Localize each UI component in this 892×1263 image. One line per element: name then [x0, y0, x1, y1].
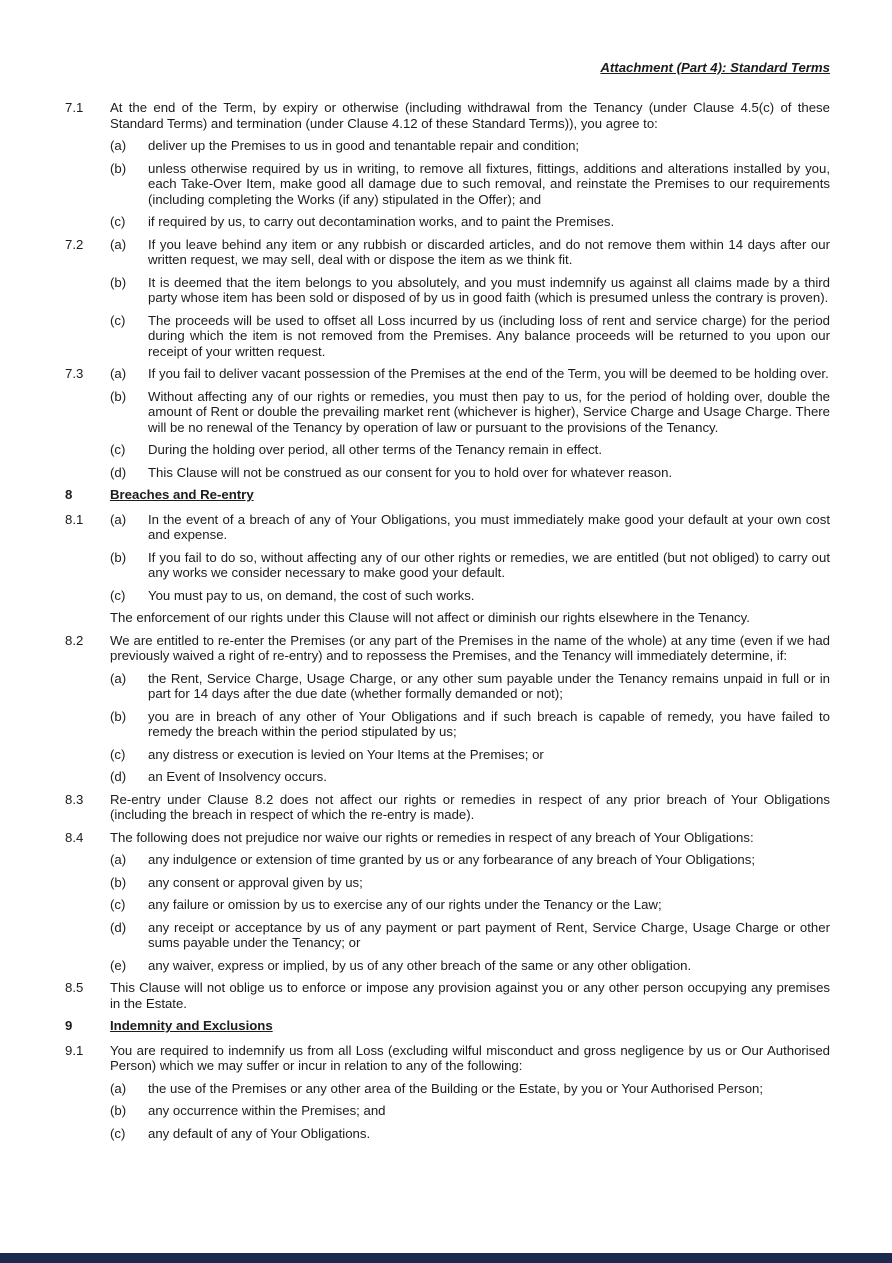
clause-number: 7.1	[65, 100, 84, 115]
clause-row	[65, 214, 830, 230]
clause-text: you are in breach of any other of Your Obligations and if such breach is capable of remedy, you have failed to remedy the breach within the period stipulated by us;	[148, 708, 830, 739]
subclause-letter: (b)	[110, 1103, 127, 1118]
clause-row	[65, 313, 830, 360]
clause-text: It is deemed that the item belongs to you absolutely, and you must indemnify us against all claims made by a third party whose item has been sold or disposed of by us in good faith (which is presumed unless the contrary is proven).	[148, 274, 830, 305]
clause-row	[65, 920, 830, 951]
subclause-letter: (b)	[110, 549, 127, 565]
clause-text: During the holding over period, all other terms of the Tenancy remain in effect.	[148, 442, 603, 457]
clause-number: 8.4	[65, 829, 84, 845]
subclause-letter: (c)	[110, 1125, 126, 1141]
clause-number: 8.3	[65, 791, 84, 807]
section-heading: Indemnity and Exclusions	[110, 1018, 273, 1033]
clause-number: 8.2	[65, 632, 84, 648]
subclause-letter: (e)	[110, 957, 127, 973]
clause-text: The enforcement of our rights under this Clause will not affect or diminish our rights elsewhere in the Tenancy.	[110, 610, 750, 625]
clause-text: If you leave behind any item or any rubbish or discarded articles, and do not remove them within 14 days after our written request, we may sell, deal with or dispose the item as we think fit.	[148, 236, 830, 267]
clause-text: Re-entry under Clause 8.2 does not affect our rights or remedies in respect of any prior breach of Your Obligations (including the breach in respect of which the re-entry is made).	[110, 791, 830, 822]
clause-row	[65, 875, 830, 891]
clause-row	[65, 442, 830, 458]
subclause-letter: (b)	[110, 874, 127, 890]
clause-number: 8	[65, 487, 73, 502]
clause-row	[65, 897, 830, 913]
clause-number: 8.5	[65, 980, 84, 995]
subclause-letter: (a)	[110, 852, 127, 867]
clause-text: any distress or execution is levied on Your Items at the Premises; or	[148, 746, 544, 762]
clause-text: This Clause will not be construed as our consent for you to hold over for whatever reason.	[148, 464, 673, 480]
clause-row	[65, 958, 830, 974]
subclause-letter: (b)	[110, 160, 127, 176]
clause-number: 8.1	[65, 511, 84, 527]
clause-text: any receipt or acceptance by us of any payment or part payment of Rent, Service Charge, Usage Charge or other sums payable under the Tenancy; or	[148, 919, 830, 950]
subclause-letter: (a)	[110, 138, 127, 153]
clause-text: the Rent, Service Charge, Usage Charge, or any other sum payable under the Tenancy remains unpaid in full or in part for 14 days after the due date (whether formally demanded or not);	[148, 670, 830, 701]
subclause-letter: (c)	[110, 214, 126, 229]
subclause-letter: (b)	[110, 388, 127, 404]
section-heading-row	[65, 1018, 830, 1034]
section-heading-row	[65, 487, 830, 503]
clause-row	[65, 769, 830, 785]
clause-text: The proceeds will be used to offset all Loss incurred by us (including loss of rent and service charge) for the period during which the item is not removed from the Premises. Any balance proceeds will be returned to you upon our receipt of your written request.	[148, 312, 830, 359]
clause-text: any failure or omission by us to exercise any of our rights under the Tenancy or the Law;	[148, 897, 662, 912]
subclause-letter: (c)	[110, 587, 126, 603]
clause-row	[65, 1103, 830, 1119]
subclause-letter: (b)	[110, 708, 127, 724]
subclause-letter: (a)	[110, 670, 127, 686]
clause-number: 7.3	[65, 366, 84, 381]
subclause-letter: (a)	[110, 366, 127, 381]
clause-row	[65, 1043, 830, 1074]
clause-row	[65, 747, 830, 763]
clause-row	[65, 512, 830, 543]
subclause-letter: (c)	[110, 442, 126, 457]
clause-row	[65, 852, 830, 868]
clause-row	[65, 161, 830, 208]
subclause-letter: (d)	[110, 769, 127, 784]
clause-text: any default of any of Your Obligations.	[148, 1125, 371, 1141]
clause-row	[65, 610, 830, 626]
clause-row	[65, 237, 830, 268]
document-header: Attachment (Part 4): Standard Terms	[600, 60, 830, 75]
clause-text: any indulgence or extension of time granted by us or any forbearance of any breach of Your Obligations;	[148, 852, 756, 867]
clause-text: any waiver, express or implied, by us of any other breach of the same or any other obligation.	[148, 957, 692, 973]
clause-number: 9.1	[65, 1042, 84, 1058]
subclause-letter: (d)	[110, 919, 127, 935]
clause-text: At the end of the Term, by expiry or otherwise (including withdrawal from the Tenancy (under Clause 4.5(c) of these Standard Terms) and termination (under Clause 4.12 of these Standard Terms)), you agree to:	[110, 100, 830, 131]
clause-row	[65, 366, 830, 382]
clause-row	[65, 671, 830, 702]
clause-row	[65, 588, 830, 604]
clause-text: unless otherwise required by us in writing, to remove all fixtures, fittings, additions and alterations installed by you, each Take-Over Item, make good all damage due to such removal, and reinstate the Premises to our requirements (including completing the Works (if any) stipulated in the Offer); and	[148, 160, 830, 207]
clause-number: 9	[65, 1018, 73, 1033]
clause-text: The following does not prejudice nor waive our rights or remedies in respect of any breach of Your Obligations:	[110, 829, 754, 845]
clause-row	[65, 792, 830, 823]
clause-text: an Event of Insolvency occurs.	[148, 769, 327, 784]
clause-row	[65, 389, 830, 436]
clause-text: Without affecting any of our rights or remedies, you must then pay to us, for the period of holding over, double the amount of Rent or double the prevailing market rent (whichever is higher), Service Charge and Usage Charge. There will be no renewal of the Tenancy by operation of law or pursuant to the provisions of the Tenancy.	[148, 388, 830, 435]
clause-row	[65, 633, 830, 664]
clause-text: If you fail to deliver vacant possession of the Premises at the end of the Term, you will be deemed to be holding over.	[148, 366, 829, 381]
subclause-letter: (c)	[110, 746, 126, 762]
bottom-bar	[0, 1253, 892, 1263]
subclause-letter: (c)	[110, 897, 126, 912]
clause-row	[65, 980, 830, 1011]
clause-text: We are entitled to re-enter the Premises (or any part of the Premises in the name of the whole) at any time (even if we had previously waived a right of re-entry) and to repossess the Premises, and the Tenancy will immediately determine, if:	[110, 632, 830, 663]
clause-text: any occurrence within the Premises; and	[148, 1103, 386, 1118]
clause-text: deliver up the Premises to us in good and tenantable repair and condition;	[148, 138, 580, 153]
subclause-letter: (c)	[110, 312, 126, 328]
clause-row	[65, 1126, 830, 1142]
subclause-letter: (a)	[110, 511, 127, 527]
clause-number: 7.2	[65, 236, 84, 252]
section-heading: Breaches and Re-entry	[110, 487, 254, 502]
clause-row	[65, 1081, 830, 1097]
clause-text: If you fail to do so, without affecting any of our other rights or remedies, we are entitled (but not obliged) to carry out any works we consider necessary to make good your default.	[148, 549, 830, 580]
subclause-letter: (a)	[110, 1080, 127, 1096]
clause-row	[65, 550, 830, 581]
clause-row	[65, 275, 830, 306]
clause-row	[65, 465, 830, 481]
clause-text: if required by us, to carry out decontamination works, and to paint the Premises.	[148, 214, 615, 229]
document-body	[65, 100, 830, 1141]
subclause-letter: (b)	[110, 274, 127, 290]
clause-text: You are required to indemnify us from all Loss (excluding wilful misconduct and gross negligence by us or Our Authorised Person) which we may suffer or incur in relation to any of the following:	[110, 1042, 830, 1073]
clause-text: In the event of a breach of any of Your Obligations, you must immediately make good your default at your own cost and expense.	[148, 511, 830, 542]
clause-row	[65, 100, 830, 131]
clause-text: any consent or approval given by us;	[148, 874, 363, 890]
clause-row	[65, 709, 830, 740]
clause-row	[65, 830, 830, 846]
clause-text: the use of the Premises or any other area of the Building or the Estate, by you or Your Authorised Person;	[148, 1080, 764, 1096]
clause-row	[65, 138, 830, 154]
clause-text: You must pay to us, on demand, the cost of such works.	[148, 587, 475, 603]
clause-text: This Clause will not oblige us to enforce or impose any provision against you or any other person occupying any premises in the Estate.	[110, 980, 830, 1011]
subclause-letter: (a)	[110, 236, 127, 252]
subclause-letter: (d)	[110, 464, 127, 480]
